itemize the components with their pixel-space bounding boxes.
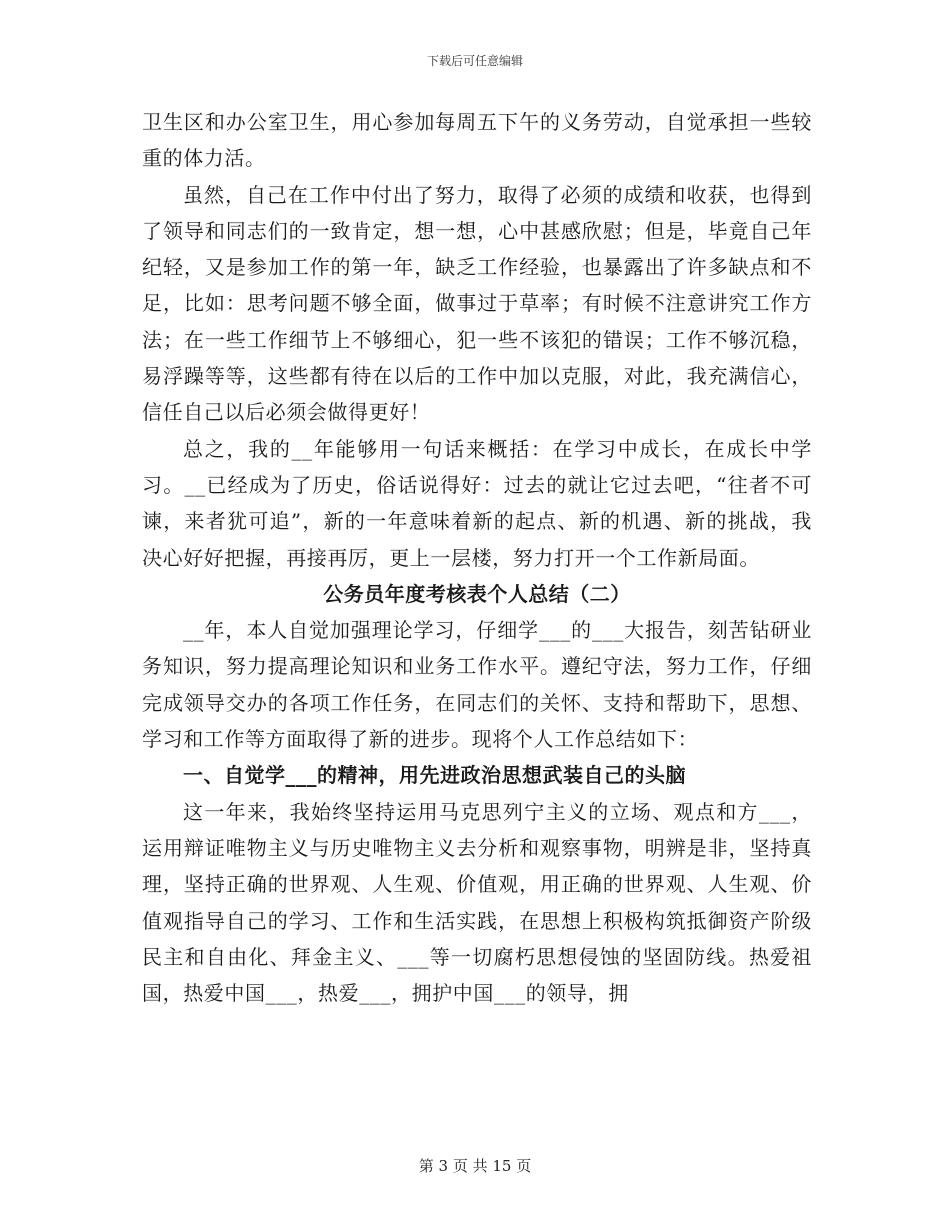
paragraph-3: 总之，我的__年能够用一句话来概括：在学习中成长，在成长中学习。__已经成为了历史，俗话说得好：过去的就让它过去吧，“往者不可谏，来者犹可追”，新的一年意味着新的起点、新的机遇、新的挑战，我决心好好把握，再接再厉，更上一层楼，努力打开一个工作新局面。 [142,436,812,570]
paragraph-2: 虽然，自己在工作中付出了努力，取得了必须的成绩和收获，也得到了领导和同志们的一致肯定，想一想，心中甚感欣慰；但是，毕竟自己年纪轻，又是参加工作的第一年，缺乏工作经验，也暴露出了许多缺点和不足，比如：思考问题不够全面，做事过于草率；有时候不注意讲究工作方法；在一些工作细节上不够细心，犯一些不该犯的错误；工作不够沉稳，易浮躁等等，这些都有待在以后的工作中加以克服，对此，我充满信心，信任自己以后必须会做得更好！ [142,182,812,425]
page-header-note: 下载后可任意编辑 [426,54,523,68]
paragraph-5: 这一年来，我始终坚持运用马克思列宁主义的立场、观点和方___，运用辩证唯物主义与历史唯物主义去分析和观察事物，明辨是非，坚持真理，坚持正确的世界观、人生观、价值观，用正确的世界观、人生观、价值观指导自己的学习、工作和生活实践，在思想上积极构筑抵御资产阶级民主和自由化、拜金主义、___等一切腐朽思想侵蚀的坚固防线。热爱祖国，热爱中国___，热爱___，拥护中国___的领导，拥 [142,799,812,1006]
paragraph-1: 卫生区和办公室卫生，用心参加每周五下午的义务劳动，自觉承担一些较重的体力活。 [142,110,812,171]
section-title: 公务员年度考核表个人总结（二） [323,581,631,606]
paragraph-4: __年，本人自觉加强理论学习，仔细学___的___大报告，刻苦钻研业务知识，努力提高理论知识和业务工作水平。遵纪守法，努力工作，仔细完成领导交办的各项工作任务，在同志们的关怀、支持和帮助下，思想、学习和工作等方面取得了新的进步。现将个人工作总结如下： [142,618,812,752]
section-heading-1: 一、自觉学___的精神，用先进政治思想武装自己的头脑 [183,763,686,788]
page-footer: 第 3 页 共 15 页 [418,1157,532,1175]
document-body [142,104,812,1011]
